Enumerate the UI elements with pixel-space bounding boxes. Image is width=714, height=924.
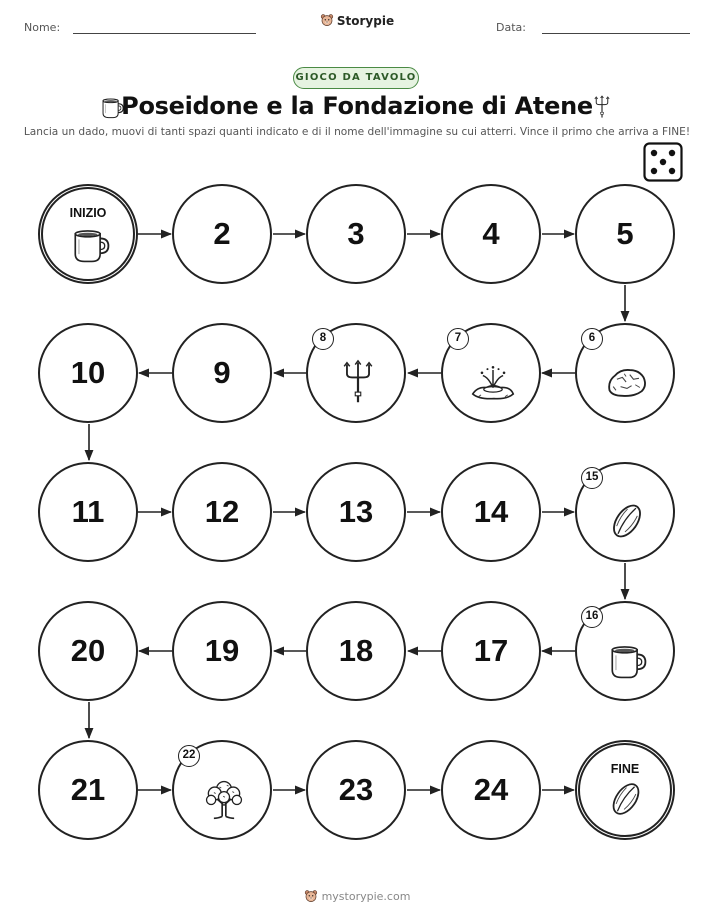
board-space	[38, 323, 138, 423]
space-number: 17	[473, 633, 509, 668]
board-space	[306, 740, 406, 840]
space-number: 9	[213, 355, 231, 390]
storypie-logo-icon	[320, 13, 334, 27]
board-space	[172, 184, 272, 284]
space-number: 12	[204, 494, 240, 529]
dice-icon	[643, 142, 683, 182]
board-space	[38, 462, 138, 562]
board-space	[306, 601, 406, 701]
space-tag: 16	[581, 606, 603, 628]
date-label: Data:	[496, 21, 526, 34]
footer	[0, 889, 714, 903]
game-badge: GIOCO DA TAVOLO	[293, 67, 419, 89]
board-space	[38, 601, 138, 701]
board-space-olive	[575, 462, 675, 562]
name-label: Nome:	[24, 21, 61, 34]
brand-name: Storypie	[336, 14, 395, 28]
board-space-spring	[441, 323, 541, 423]
coffee-cup-icon	[604, 637, 650, 683]
board-space	[306, 462, 406, 562]
board-space	[172, 462, 272, 562]
space-number: 3	[347, 216, 365, 251]
space-tag: 8	[312, 328, 334, 350]
end-label: FINE	[610, 762, 640, 776]
olive-icon	[604, 777, 648, 821]
spring-water-icon	[470, 359, 516, 405]
board-space	[441, 601, 541, 701]
board-space-rock	[575, 323, 675, 423]
board-space	[441, 184, 541, 284]
space-number: 18	[338, 633, 374, 668]
space-tag: 7	[447, 328, 469, 350]
space-number: 4	[482, 216, 500, 251]
space-number: 23	[338, 772, 374, 807]
footer-url[interactable]: mystorypie.com	[321, 890, 411, 903]
title-trident-icon	[590, 92, 614, 122]
board-space	[172, 323, 272, 423]
page-title: Poseidone e la Fondazione di Atene	[121, 92, 593, 120]
space-tag: 22	[178, 745, 200, 767]
board-space	[441, 462, 541, 562]
olive-tree-icon	[201, 776, 247, 822]
board-space-cup	[575, 601, 675, 701]
date-line[interactable]	[542, 33, 690, 34]
board-space-trident	[306, 323, 406, 423]
name-line[interactable]	[73, 33, 256, 34]
space-number: 14	[473, 494, 509, 529]
space-number: 13	[338, 494, 374, 529]
brand	[0, 13, 714, 28]
space-number: 5	[616, 216, 634, 251]
olive-icon	[604, 498, 650, 544]
board-space-end	[575, 740, 675, 840]
space-number: 19	[204, 633, 240, 668]
board-space-start	[38, 184, 138, 284]
space-number: 21	[70, 772, 106, 807]
space-number: 2	[213, 216, 231, 251]
board-space	[172, 601, 272, 701]
coffee-cup-icon	[67, 221, 113, 267]
board-space	[575, 184, 675, 284]
space-number: 11	[71, 494, 105, 529]
board-space	[306, 184, 406, 284]
trident-icon	[335, 359, 381, 405]
space-number: 20	[70, 633, 106, 668]
board-space	[441, 740, 541, 840]
storypie-logo-icon	[304, 889, 318, 903]
board-space	[38, 740, 138, 840]
space-number: 10	[70, 355, 106, 390]
space-number: 24	[473, 772, 509, 807]
start-label: INIZIO	[69, 206, 107, 220]
board-space-tree	[172, 740, 272, 840]
rock-icon	[604, 359, 650, 405]
instructions: Lancia un dado, muovi di tanti spazi quanti indicato e di il nome dell'immagine su cui atterri. Vince il primo che arriva a FINE!	[23, 126, 691, 138]
space-tag: 6	[581, 328, 603, 350]
space-tag: 15	[581, 467, 603, 489]
